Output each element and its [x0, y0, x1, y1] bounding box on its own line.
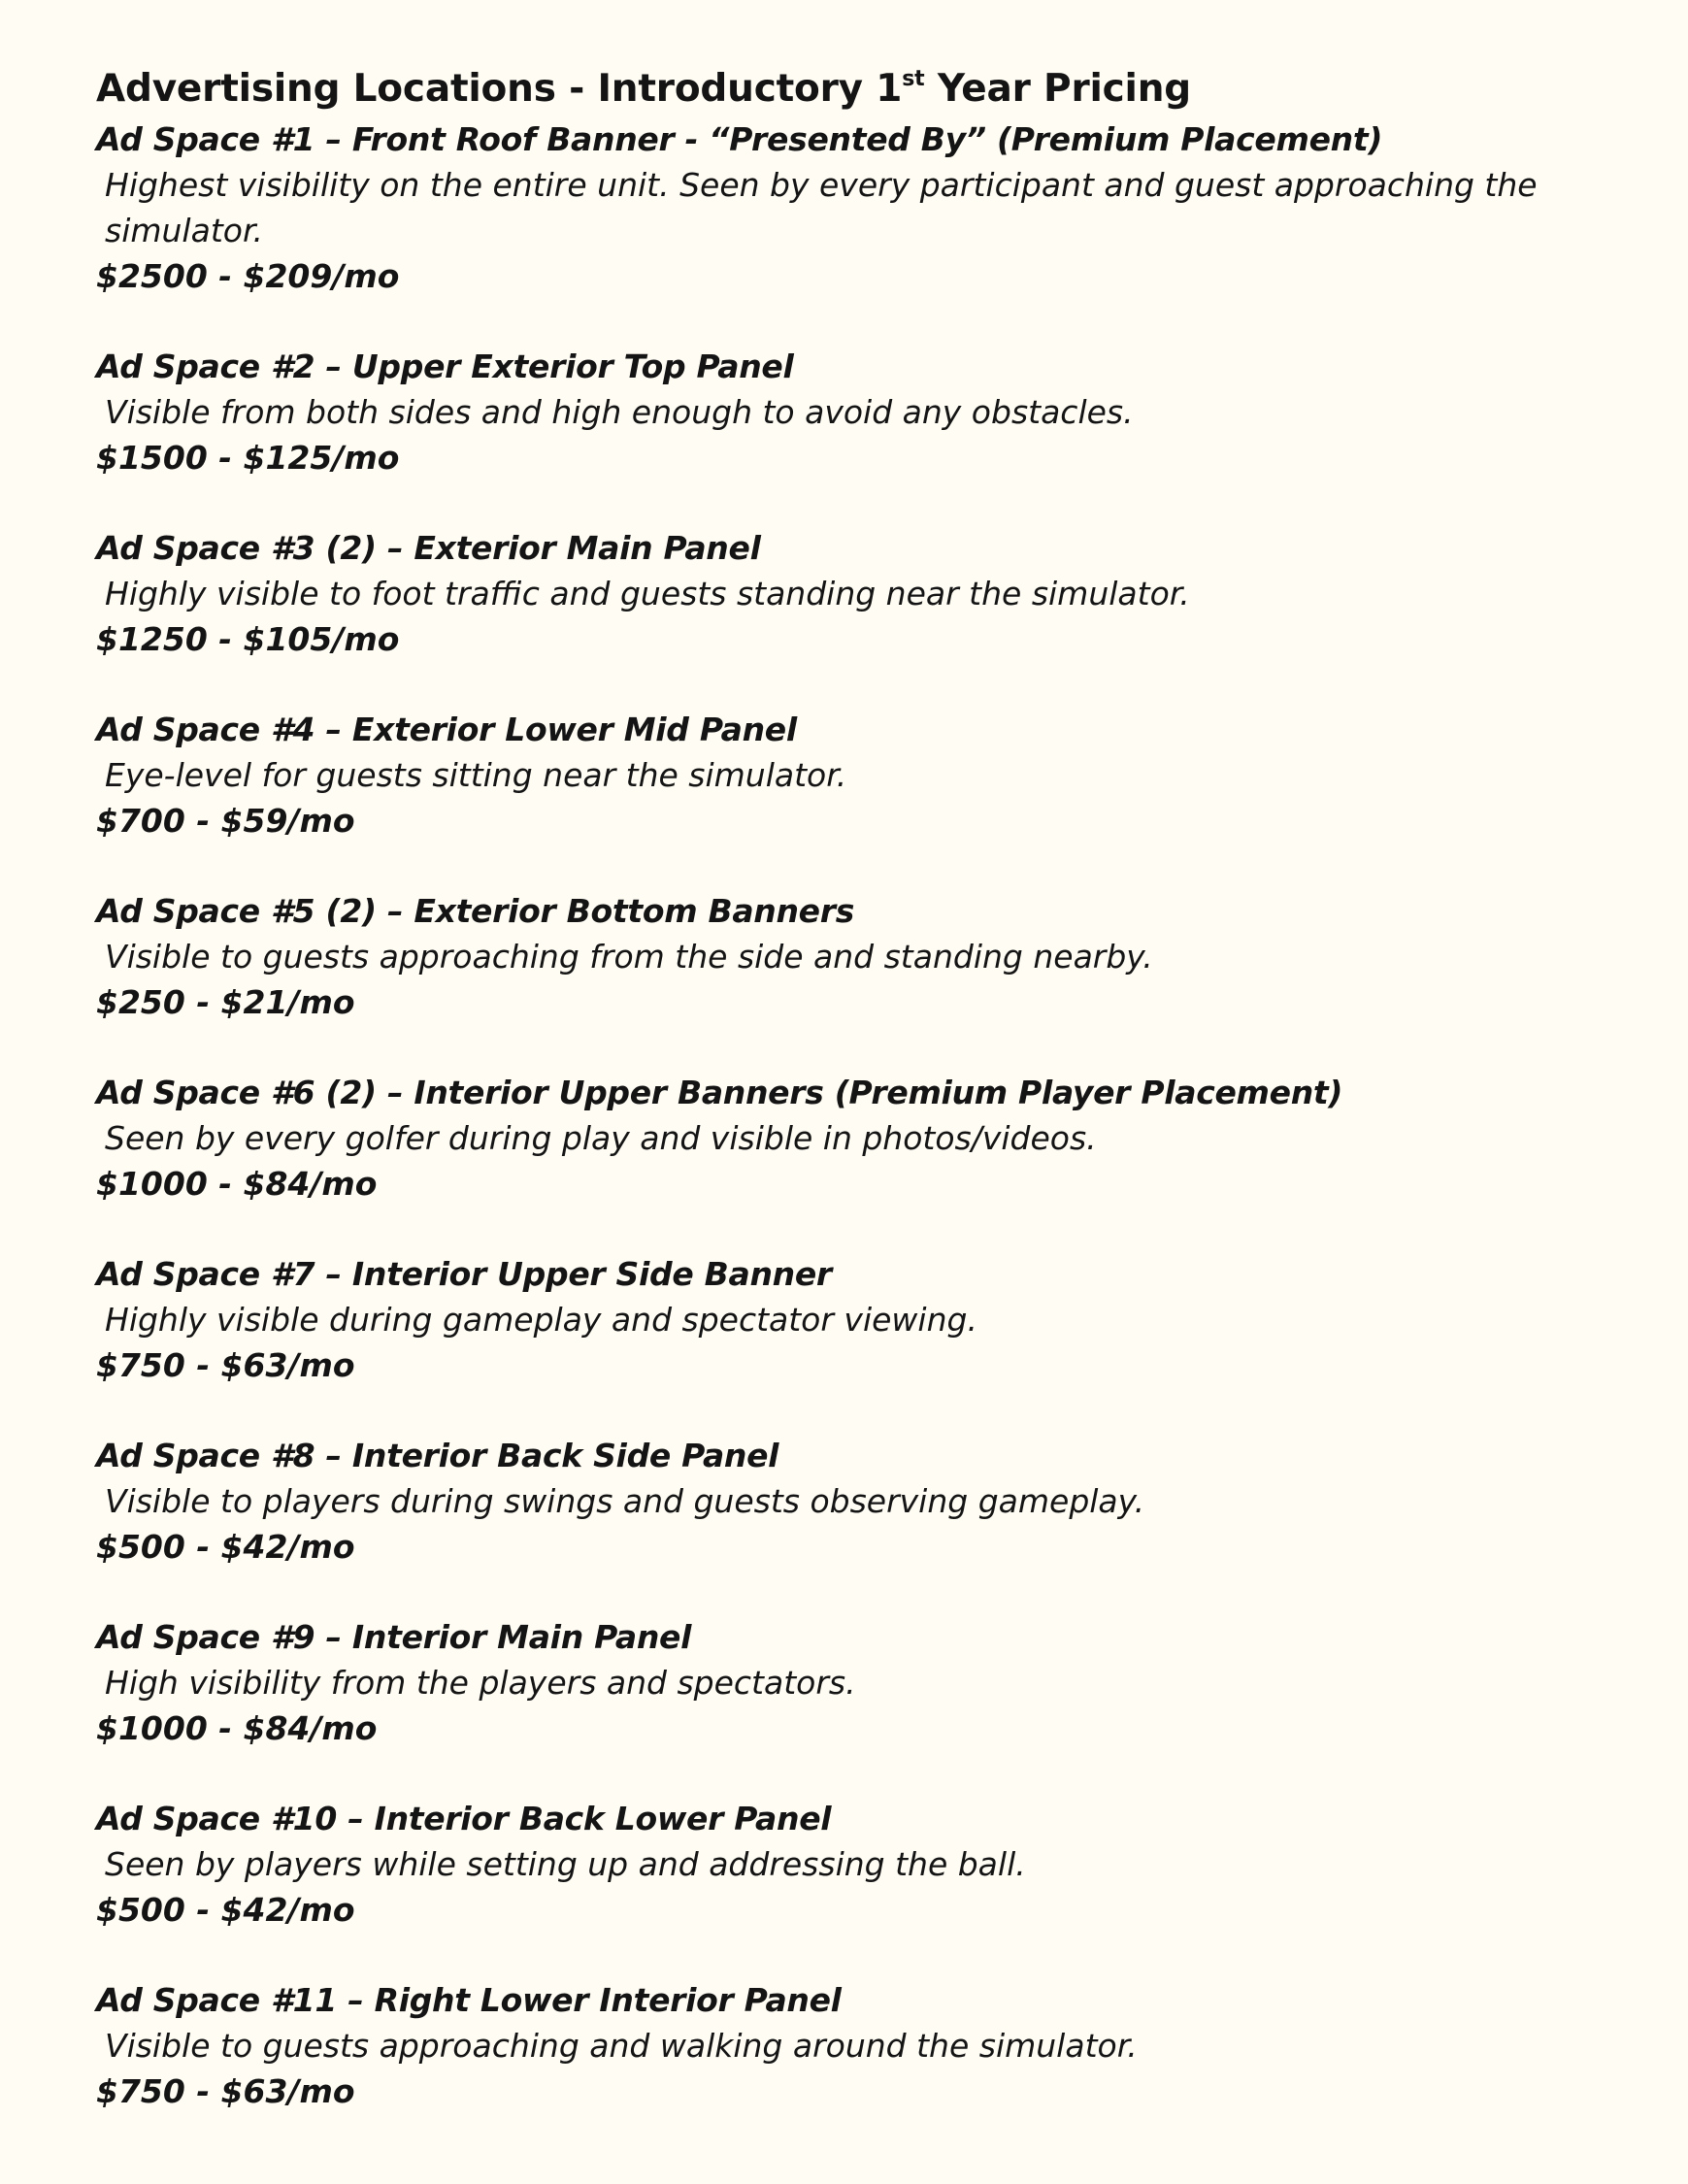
- title-end: Year Pricing: [924, 67, 1192, 111]
- ad-space-description-text: Visible from both sides and high enough to avoid any obstacles.: [105, 393, 1134, 431]
- ad-space-price: $750 - $63/mo: [96, 2072, 355, 2110]
- ad-space-price: $1500 - $125/mo: [96, 439, 400, 477]
- ad-space-name: Ad Space #1 – Front Roof Banner - “Presented By” (Premium Placement): [96, 120, 1383, 158]
- ad-space-item: [96, 1251, 1610, 1388]
- ad-space-price: $250 - $21/mo: [96, 983, 355, 1021]
- ad-space-description: [96, 934, 1610, 979]
- ad-space-description: [96, 1660, 1610, 1705]
- ad-space-description-text: Eye-level for guests sitting near the simulator.: [105, 756, 847, 794]
- ad-space-item: [96, 1614, 1610, 1751]
- ad-space-name: Ad Space #10 – Interior Back Lower Panel: [96, 1800, 832, 1837]
- ad-space-description: [96, 571, 1610, 616]
- ad-space-item: [96, 525, 1610, 662]
- ad-space-price: $1000 - $84/mo: [96, 1709, 378, 1747]
- ad-space-description-text: Visible to guests approaching from the side and standing nearby.: [105, 938, 1153, 976]
- ad-space-item: [96, 1796, 1610, 1933]
- title-superscript: st: [902, 67, 925, 91]
- title-main: Advertising Locations - Introductory 1: [96, 67, 903, 111]
- ad-space-item: [96, 1433, 1610, 1570]
- ad-space-description: [96, 1841, 1610, 1887]
- ad-space-description-text: Seen by every golfer during play and visible in photos/videos.: [105, 1119, 1097, 1157]
- ad-space-price: $500 - $42/mo: [96, 1528, 355, 1566]
- ad-space-description: [96, 1478, 1610, 1524]
- ad-space-description-text: Seen by players while setting up and addressing the ball.: [105, 1845, 1026, 1883]
- ad-space-item: [96, 707, 1610, 844]
- ad-space-name: Ad Space #5 (2) – Exterior Bottom Banners: [96, 892, 855, 930]
- ad-space-description: [96, 1115, 1610, 1161]
- ad-space-description-text: High visibility from the players and spectators.: [105, 1664, 856, 1702]
- ad-space-name: Ad Space #8 – Interior Back Side Panel: [96, 1437, 779, 1474]
- document-page: [96, 62, 1610, 2114]
- ad-space-description-text: Highly visible to foot traffic and guests standing near the simulator.: [105, 575, 1190, 612]
- ad-space-price: $1000 - $84/mo: [96, 1165, 378, 1203]
- ad-space-name: Ad Space #4 – Exterior Lower Mid Panel: [96, 711, 797, 748]
- ad-space-price: $1250 - $105/mo: [96, 620, 400, 658]
- ad-space-price: $750 - $63/mo: [96, 1346, 355, 1384]
- ad-space-description: [96, 389, 1610, 435]
- ad-space-item: [96, 1977, 1610, 2114]
- ad-space-name: Ad Space #3 (2) – Exterior Main Panel: [96, 529, 761, 567]
- ad-space-price: $500 - $42/mo: [96, 1891, 355, 1929]
- ad-space-description: [96, 1297, 1610, 1342]
- ad-space-item: [96, 888, 1610, 1025]
- ad-space-item: [96, 1070, 1610, 1207]
- ad-space-name: Ad Space #7 – Interior Upper Side Banner: [96, 1255, 832, 1293]
- ad-space-name: Ad Space #6 (2) – Interior Upper Banners (Premium Player Placement): [96, 1074, 1343, 1111]
- ad-space-item: [96, 116, 1610, 299]
- ad-space-description-text: Visible to players during swings and guests observing gameplay.: [105, 1482, 1145, 1520]
- page-title: [96, 62, 1610, 116]
- ad-space-description: [96, 162, 1610, 253]
- ad-space-name: Ad Space #11 – Right Lower Interior Panel: [96, 1981, 842, 2019]
- ad-space-item: [96, 344, 1610, 480]
- ad-space-name: Ad Space #2 – Upper Exterior Top Panel: [96, 347, 794, 385]
- ad-space-price: $2500 - $209/mo: [96, 257, 400, 295]
- ad-space-name: Ad Space #9 – Interior Main Panel: [96, 1618, 692, 1656]
- ad-space-description: [96, 752, 1610, 798]
- ad-space-price: $700 - $59/mo: [96, 802, 355, 840]
- ad-space-description-text: Highly visible during gameplay and spectator viewing.: [105, 1301, 977, 1339]
- ad-space-description-text: Highest visibility on the entire unit. Seen by every participant and guest approaching the simulator.: [105, 166, 1538, 249]
- ad-space-description-text: Visible to guests approaching and walking around the simulator.: [105, 2027, 1138, 2065]
- ad-space-description: [96, 2023, 1610, 2068]
